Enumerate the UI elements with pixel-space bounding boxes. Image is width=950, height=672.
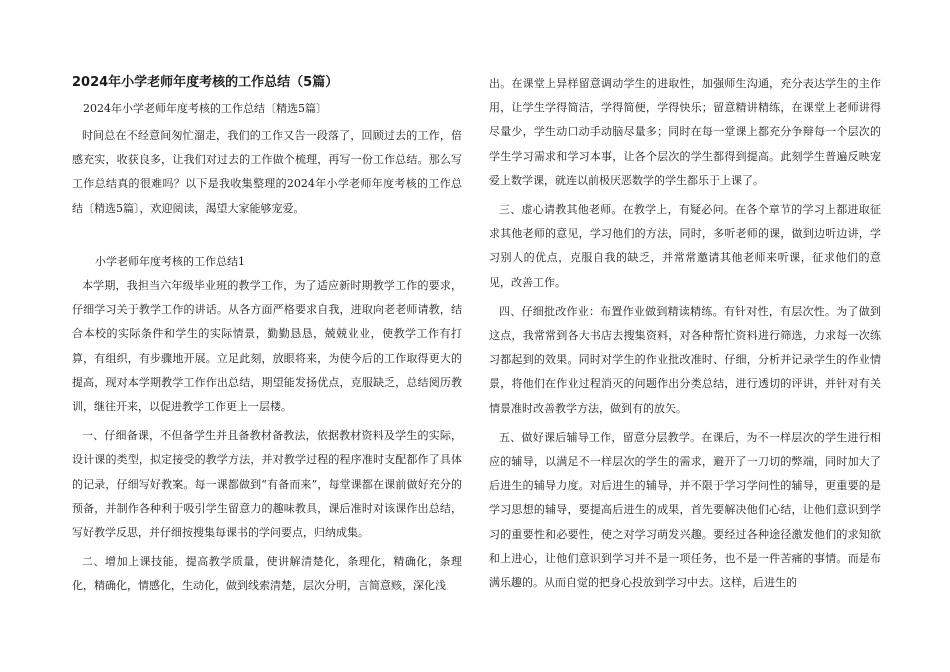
body-paragraph: 三、虚心请教其他老师。在教学上，有疑必问。在各个章节的学习上都进取征求其他老师的意见，学习他们的方法，同时，多听老师的课，做到边听边讲，学习别人的优点，克服自我的缺乏，并常常邀请其他老师来听课，征求他们的意见，改善工作。 xyxy=(489,203,881,289)
body-paragraph: 一、仔细备课，不但备学生并且备教材备教法，依据教材资料及学生的实际，设计课的类型，拟定接受的教学方法，并对教学过程的程序准时支配都作了具体的记录，仔细写好教案。每一课都做到“有备而来”，每堂课都在课前做好充分的预备，并制作各种利于吸引学生留意力的趣味教具，课后准时对该课作出总结，写好教学反思，并仔细按搜集每课书的学问要点，归纳成集。 xyxy=(72,429,462,540)
document-title: 2024年小学老师年度考核的工作总结（5篇） xyxy=(72,75,339,90)
body-paragraph: 五、做好课后辅导工作，留意分层教学。在课后，为不一样层次的学生进行相应的辅导，以满足不一样层次的学生的需求，避开了一刀切的弊端，同时加大了后进生的辅导力度。对后进生的辅导，并不限于学习学问性的辅导，更重要的是学习思想的辅导，要提高后进生的成果，首先要解决他们心结，让他们意识到学习的重要性和必要性，使之对学习萌发兴趣。要经过各种途径激发他们的求知欲和上进心，让他们意识到学习并不是一项任务，也不是一件苦痛的事情。而是布满乐趣的。从而自觉的把身心投放到学习中去。这样，后进生的 xyxy=(489,430,881,590)
body-paragraph: 四、仔细批改作业：布置作业做到精读精练。有针对性，有层次性。为了做到这点，我常常到各大书店去搜集资料，对各种帮忙资料进行筛选，力求每一次练习都起到的效果。同时对学生的作业批改准时、仔细，分析并记录学生的作业情景，将他们在作业过程消灭的问题作出分类总结，进行透切的评讲，并针对有关情景准时改善教学方法，做到有的放矢。 xyxy=(489,304,881,415)
body-paragraph: 出。在课堂上异样留意调动学生的进取性，加强师生沟通，充分表达学生的主作用，让学生学得简洁，学得简便，学得快乐；留意精讲精练，在课堂上老师讲得尽量少，学生动口动手动脑尽量多；同时在每一堂课上都充分争辩每一个层次的学生学习需求和学习本事，让各个层次的学生都得到提高。此刻学生普遍反映宠爱上数学课，就连以前极厌恶数学的学生都乐于上课了。 xyxy=(489,77,881,187)
right-column-body xyxy=(489,72,881,595)
body-paragraph: 本学期，我担当六年级毕业班的教学工作，为了适应新时期教学工作的要求，仔细学习关于教学工作的讲话。从各方面严格要求自我，进取向老老师请教，结合本校的实际条件和学生的实际情景，勤勤恳恳，兢兢业业，使教学工作有打算，有组织，有步骤地开展。立足此刻，放眼将来，为使今后的工作取得更大的提高，现对本学期教学工作作出总结，期望能发扬优点，克服缺乏，总结阅历教训，继往开来，以促进教学工作更上一层楼。 xyxy=(72,279,462,414)
intro-paragraph: 时间总在不经意间匆忙溜走，我们的工作又告一段落了，回顾过去的工作，倍感充实，收获良多，让我们对过去的工作做个梳理，再写一份工作总结。那么写工作总结真的很难吗？以下是我收集整理的2024年小学老师年度考核的工作总结〔精选5篇〕，欢迎阅读，渴望大家能够宠爱。 xyxy=(72,129,462,215)
section-heading: 小学老师年度考核的工作总结1 xyxy=(95,255,245,268)
body-paragraph: 二、增加上课技能，提高教学质量，使讲解清楚化，条理化，精确化，条理化，精确化，情感化，生动化，做到线索清楚，层次分明，言简意赅，深化浅 xyxy=(72,555,462,593)
left-column-body xyxy=(72,274,462,599)
document-subtitle: 2024年小学老师年度考核的工作总结〔精选5篇〕 xyxy=(83,102,327,115)
